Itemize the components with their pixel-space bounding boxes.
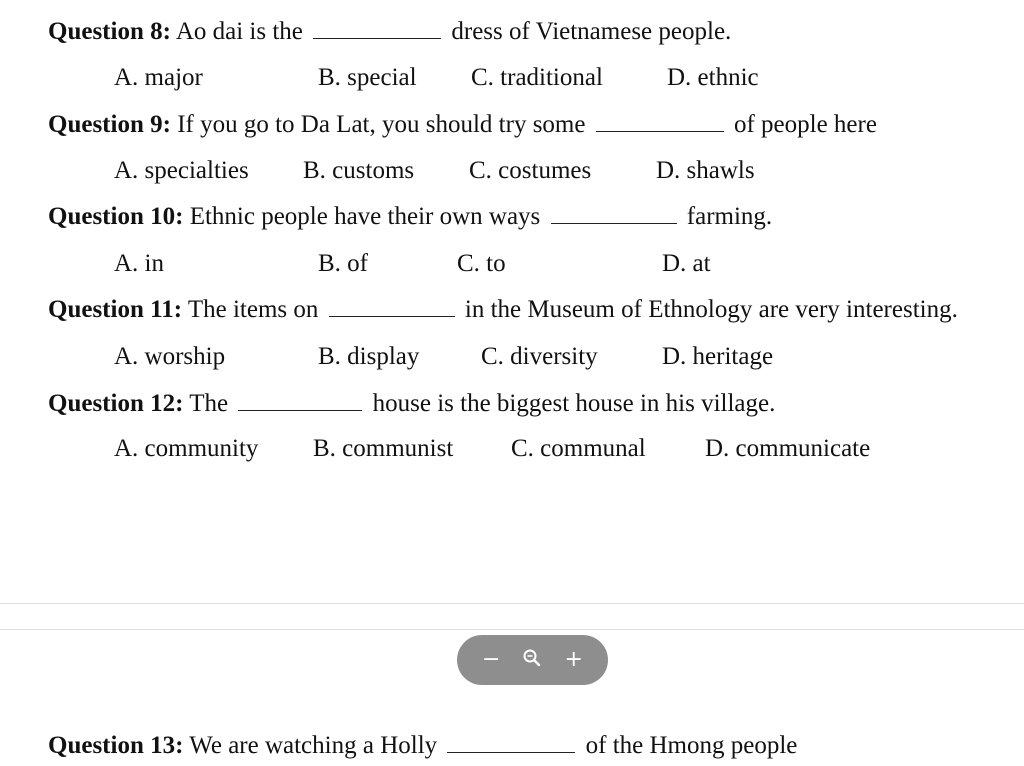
question-text-after: house is the biggest house in his village. — [372, 390, 776, 417]
question-label: Question 12: — [48, 390, 184, 417]
option-d: D. heritage — [662, 343, 774, 370]
option-a: A. community — [114, 435, 259, 462]
answer-blank — [447, 734, 575, 753]
question-text-before: If you go to Da Lat, you should try some — [177, 111, 586, 138]
question-text-after: of the Hmong people — [585, 732, 798, 759]
question-text-before: Ethnic people have their own ways — [189, 203, 541, 230]
question-text-before: Ao dai is the — [175, 18, 303, 45]
option-c: C. to — [457, 250, 506, 277]
answer-blank — [329, 298, 455, 317]
option-c: C. communal — [511, 435, 646, 462]
option-a: A. specialties — [114, 157, 249, 184]
question-text-before: The items on — [187, 296, 319, 323]
option-d: D. at — [662, 250, 711, 277]
question-text-after: dress of Vietnamese people. — [451, 18, 732, 45]
question-text-before: We are watching a Holly — [189, 732, 438, 759]
page-divider — [0, 603, 1024, 604]
question-label: Question 10: — [48, 203, 184, 230]
question-13 — [48, 731, 797, 761]
answer-blank — [313, 20, 441, 39]
question-label: Question 11: — [48, 296, 183, 323]
option-a: A. worship — [114, 343, 226, 370]
question-text-after: of people here — [733, 111, 877, 138]
option-b: B. communist — [313, 435, 454, 462]
option-b: B. display — [318, 343, 420, 370]
question-label: Question 8: — [48, 18, 171, 45]
option-d: D. shawls — [656, 157, 755, 184]
question-label: Question 13: — [48, 732, 184, 759]
question-8 — [48, 17, 731, 47]
question-text-before: The — [189, 390, 229, 417]
minus-icon[interactable]: − — [482, 647, 501, 672]
page-divider — [0, 629, 1024, 630]
option-c: C. diversity — [481, 343, 598, 370]
option-a: A. major — [114, 64, 203, 91]
question-text-after: in the Museum of Ethnology are very interesting. — [464, 296, 958, 323]
option-c: C. costumes — [469, 157, 592, 184]
option-d: D. ethnic — [667, 64, 759, 91]
question-text-after: farming. — [686, 203, 773, 230]
zoom-toolbar — [457, 635, 608, 685]
question-11 — [48, 295, 958, 325]
plus-icon[interactable]: + — [564, 647, 583, 672]
answer-blank — [238, 392, 362, 411]
magnifier-icon[interactable] — [522, 648, 542, 673]
option-d: D. communicate — [705, 435, 871, 462]
question-label: Question 9: — [48, 111, 171, 138]
option-b: B. of — [318, 250, 368, 277]
option-b: B. customs — [303, 157, 415, 184]
option-c: C. traditional — [471, 64, 603, 91]
answer-blank — [596, 113, 724, 132]
option-a: A. in — [114, 250, 164, 277]
option-b: B. special — [318, 64, 417, 91]
question-10 — [48, 202, 772, 232]
question-9 — [48, 110, 877, 140]
answer-blank — [551, 205, 677, 224]
question-12 — [48, 389, 775, 419]
